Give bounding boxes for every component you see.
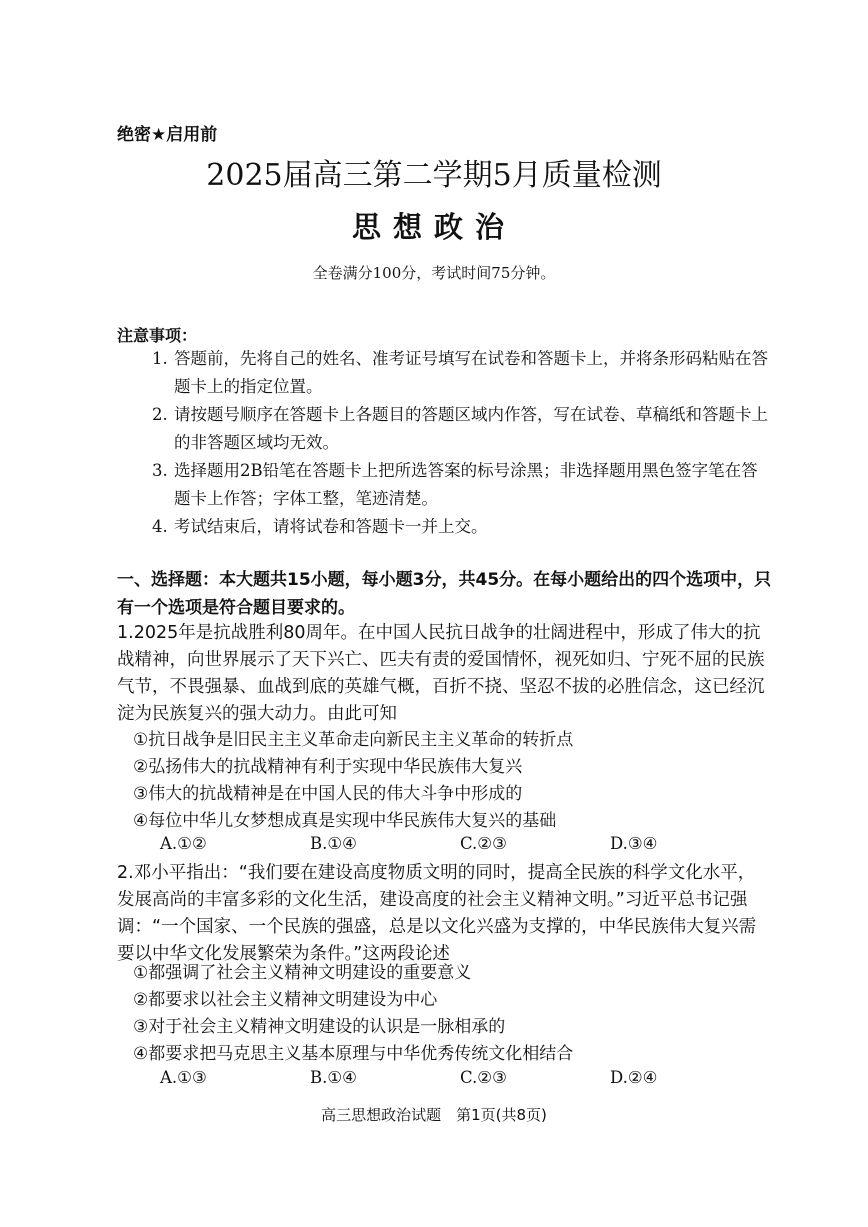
exam-meta: 全卷满分100分，考试时间75分钟。	[312, 264, 556, 282]
section-heading: 一、选择题：本大题共15小题，每小题3分，共45分。在每小题给出的四个选项中，只有一个选项是符合题目要求的。	[117, 570, 772, 618]
choice-c[interactable]: C.②③	[460, 1068, 507, 1087]
notice-text: 请按题号顺序在答题卡上各题目的答题区域内作答，写在试卷、草稿纸和答题卡上的非答题区域均无效。	[174, 405, 768, 452]
subject-title: 思想政治	[351, 210, 516, 244]
statement: ④每位中华儿女梦想成真是实现中华民族伟大复兴的基础	[133, 811, 557, 831]
statement: ①都强调了社会主义精神文明建设的重要意义	[133, 963, 472, 983]
exam-title: 2025届高三第二学期5月质量检测	[206, 158, 662, 193]
page-footer: 高三思想政治试题 第1页(共8页)	[321, 1106, 547, 1124]
question-stem-2: 2.邓小平指出：“我们要在建设高度物质文明的同时，提高全民族的科学文化水平，发展高尚的丰富多彩的文化生活，建设高度的社会主义精神文明。”习近平总书记强调：“一个国家、一个民族的强盛，总是以文化兴盛为支撑的，中华民族伟大复兴需要以中华文化发展繁荣为条件。”这两段论述	[117, 863, 757, 964]
notice-text: 考试结束后，请将试卷和答题卡一并上交。	[174, 517, 488, 536]
choice-c[interactable]: C.②③	[460, 834, 507, 853]
notice-item	[152, 401, 772, 457]
notice-number: 3.	[152, 461, 168, 480]
choice-d[interactable]: D.③④	[610, 834, 658, 853]
statement-list-2	[133, 960, 573, 1068]
statement: ③伟大的抗战精神是在中国人民的伟大斗争中形成的	[133, 784, 523, 804]
choices-2	[160, 1068, 760, 1087]
statement: ③对于社会主义精神文明建设的认识是一脉相承的	[133, 1017, 506, 1037]
choice-a[interactable]: A.①③	[160, 1068, 207, 1087]
question-stem-1: 1.2025年是抗战胜利80周年。在中国人民抗日战争的壮阔进程中，形成了伟大的抗战精神，向世界展示了天下兴亡、匹夫有责的爱国情怀，视死如归、宁死不屈的民族气节，不畏强暴、血战到底的英雄气概，百折不挠、坚忍不拔的必胜信念，这已经沉淀为民族复兴的强大动力。由此可知	[117, 623, 765, 724]
notice-item	[152, 457, 772, 513]
choice-b[interactable]: B.①④	[310, 1068, 357, 1087]
statement: ②弘扬伟大的抗战精神有利于实现中华民族伟大复兴	[133, 757, 523, 777]
statement: ④都要求把马克思主义基本原理与中华优秀传统文化相结合	[133, 1044, 574, 1064]
choices-1	[160, 834, 760, 853]
notice-list	[152, 345, 772, 541]
statement-list-1	[133, 727, 573, 835]
notice-number: 1.	[152, 349, 168, 368]
statement: ②都要求以社会主义精神文明建设为中心	[133, 990, 438, 1010]
confidential-label: 绝密★启用前	[117, 125, 218, 145]
notice-heading: 注意事项：	[117, 326, 198, 345]
choice-a[interactable]: A.①②	[160, 834, 207, 853]
notice-number: 4.	[152, 517, 168, 536]
notice-item	[152, 513, 772, 541]
choice-d[interactable]: D.②④	[610, 1068, 658, 1087]
statement: ①抗日战争是旧民主主义革命走向新民主主义革命的转折点	[133, 730, 574, 750]
notice-text: 选择题用2B铅笔在答题卡上把所选答案的标号涂黑；非选择题用黑色签字笔在答题卡上作答；字体工整，笔迹清楚。	[174, 461, 758, 508]
notice-text: 答题前，先将自己的姓名、准考证号填写在试卷和答题卡上，并将条形码粘贴在答题卡上的指定位置。	[174, 349, 768, 396]
notice-item	[152, 345, 772, 401]
notice-number: 2.	[152, 405, 168, 424]
choice-b[interactable]: B.①④	[310, 834, 357, 853]
